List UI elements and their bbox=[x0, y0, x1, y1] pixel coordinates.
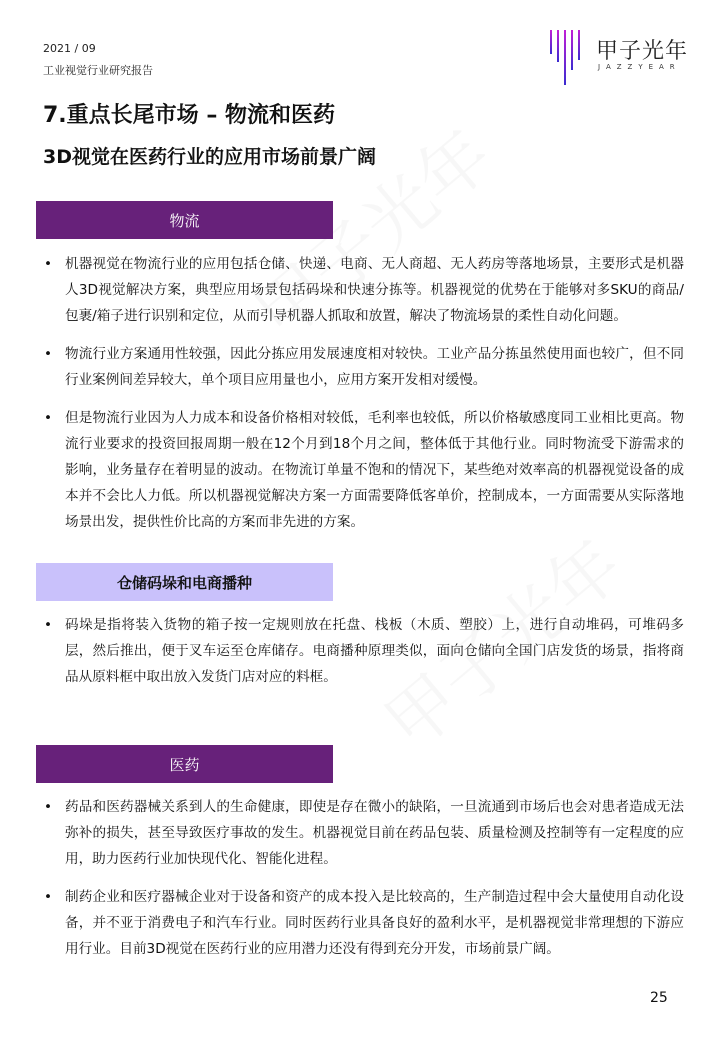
palletizing-bullets bbox=[42, 612, 684, 702]
list-item: • 药品和医药器械关系到人的生命健康，即使是存在微小的缺陷，一旦流通到市场后也会对患者造成无法弥补的损失，甚至导致医疗事故的发生。机器视觉目前在药品包装、质量检测及控制等有一定程度的应用，助力医药行业加快现代化、智能化进程。 bbox=[42, 794, 684, 872]
section-header-palletizing: 仓储码垛和电商播种 bbox=[36, 563, 333, 601]
section-header-medical: 医药 bbox=[36, 745, 333, 783]
brand-logo bbox=[548, 28, 688, 88]
list-item: • 物流行业方案通用性较强，因此分拣应用发展速度相对较快。工业产品分拣虽然使用面也较广，但不同行业案例间差异较大，单个项目应用量也小，应用方案开发相对缓慢。 bbox=[42, 341, 684, 393]
list-item: • 码垛是指将装入货物的箱子按一定规则放在托盘、栈板（木质、塑胶）上，进行自动堆码，可堆码多层，然后推出，便于叉车运至仓库储存。电商播种原理类似，面向仓储向全国门店发货的场景，指将商品从原料框中取出放入发货门店对应的料框。 bbox=[42, 612, 684, 690]
list-item: • 但是物流行业因为人力成本和设备价格相对较低，毛利率也较低，所以价格敏感度同工业相比更高。物流行业要求的投资回报周期一般在12个月到18个月之间，整体低于其他行业。同时物流受下游需求的影响，业务量存在着明显的波动。在物流订单量不饱和的情况下，某些绝对效率高的机器视觉设备的成本并不会比人力低。所以机器视觉解决方案一方面需要降低客单价，控制成本，一方面需要从实际落地场景出发，提供性价比高的方案而非先进的方案。 bbox=[42, 405, 684, 535]
page-title: 7.重点长尾市场 – 物流和医药 bbox=[43, 103, 335, 128]
list-item: • 机器视觉在物流行业的应用包括仓储、快递、电商、无人商超、无人药房等落地场景，主要形式是机器人3D视觉解决方案，典型应用场景包括码垛和快速分拣等。机器视觉的优势在于能够对多SKU的商品/包裹/箱子进行识别和定位，从而引导机器人抓取和放置，解决了物流场景的柔性自动化问题。 bbox=[42, 251, 684, 329]
section-header-logistics: 物流 bbox=[36, 201, 333, 239]
logistics-bullets bbox=[42, 251, 684, 547]
logo-subtext: JAZZYEAR bbox=[598, 63, 681, 71]
report-name: 工业视觉行业研究报告 bbox=[43, 64, 153, 77]
report-date: 2021 / 09 bbox=[43, 42, 96, 55]
logo-bars-icon bbox=[548, 28, 590, 88]
medical-bullets bbox=[42, 794, 684, 974]
list-item: • 制药企业和医疗器械企业对于设备和资产的成本投入是比较高的，生产制造过程中会大量使用自动化设备，并不亚于消费电子和汽车行业。同时医药行业具备良好的盈利水平，是机器视觉非常理想的下游应用行业。目前3D视觉在医药行业的应用潜力还没有得到充分开发，市场前景广阔。 bbox=[42, 884, 684, 962]
page-subtitle: 3D视觉在医药行业的应用市场前景广阔 bbox=[43, 146, 376, 168]
logo-text: 甲子光年 bbox=[596, 39, 689, 64]
page-number: 25 bbox=[650, 990, 668, 1006]
